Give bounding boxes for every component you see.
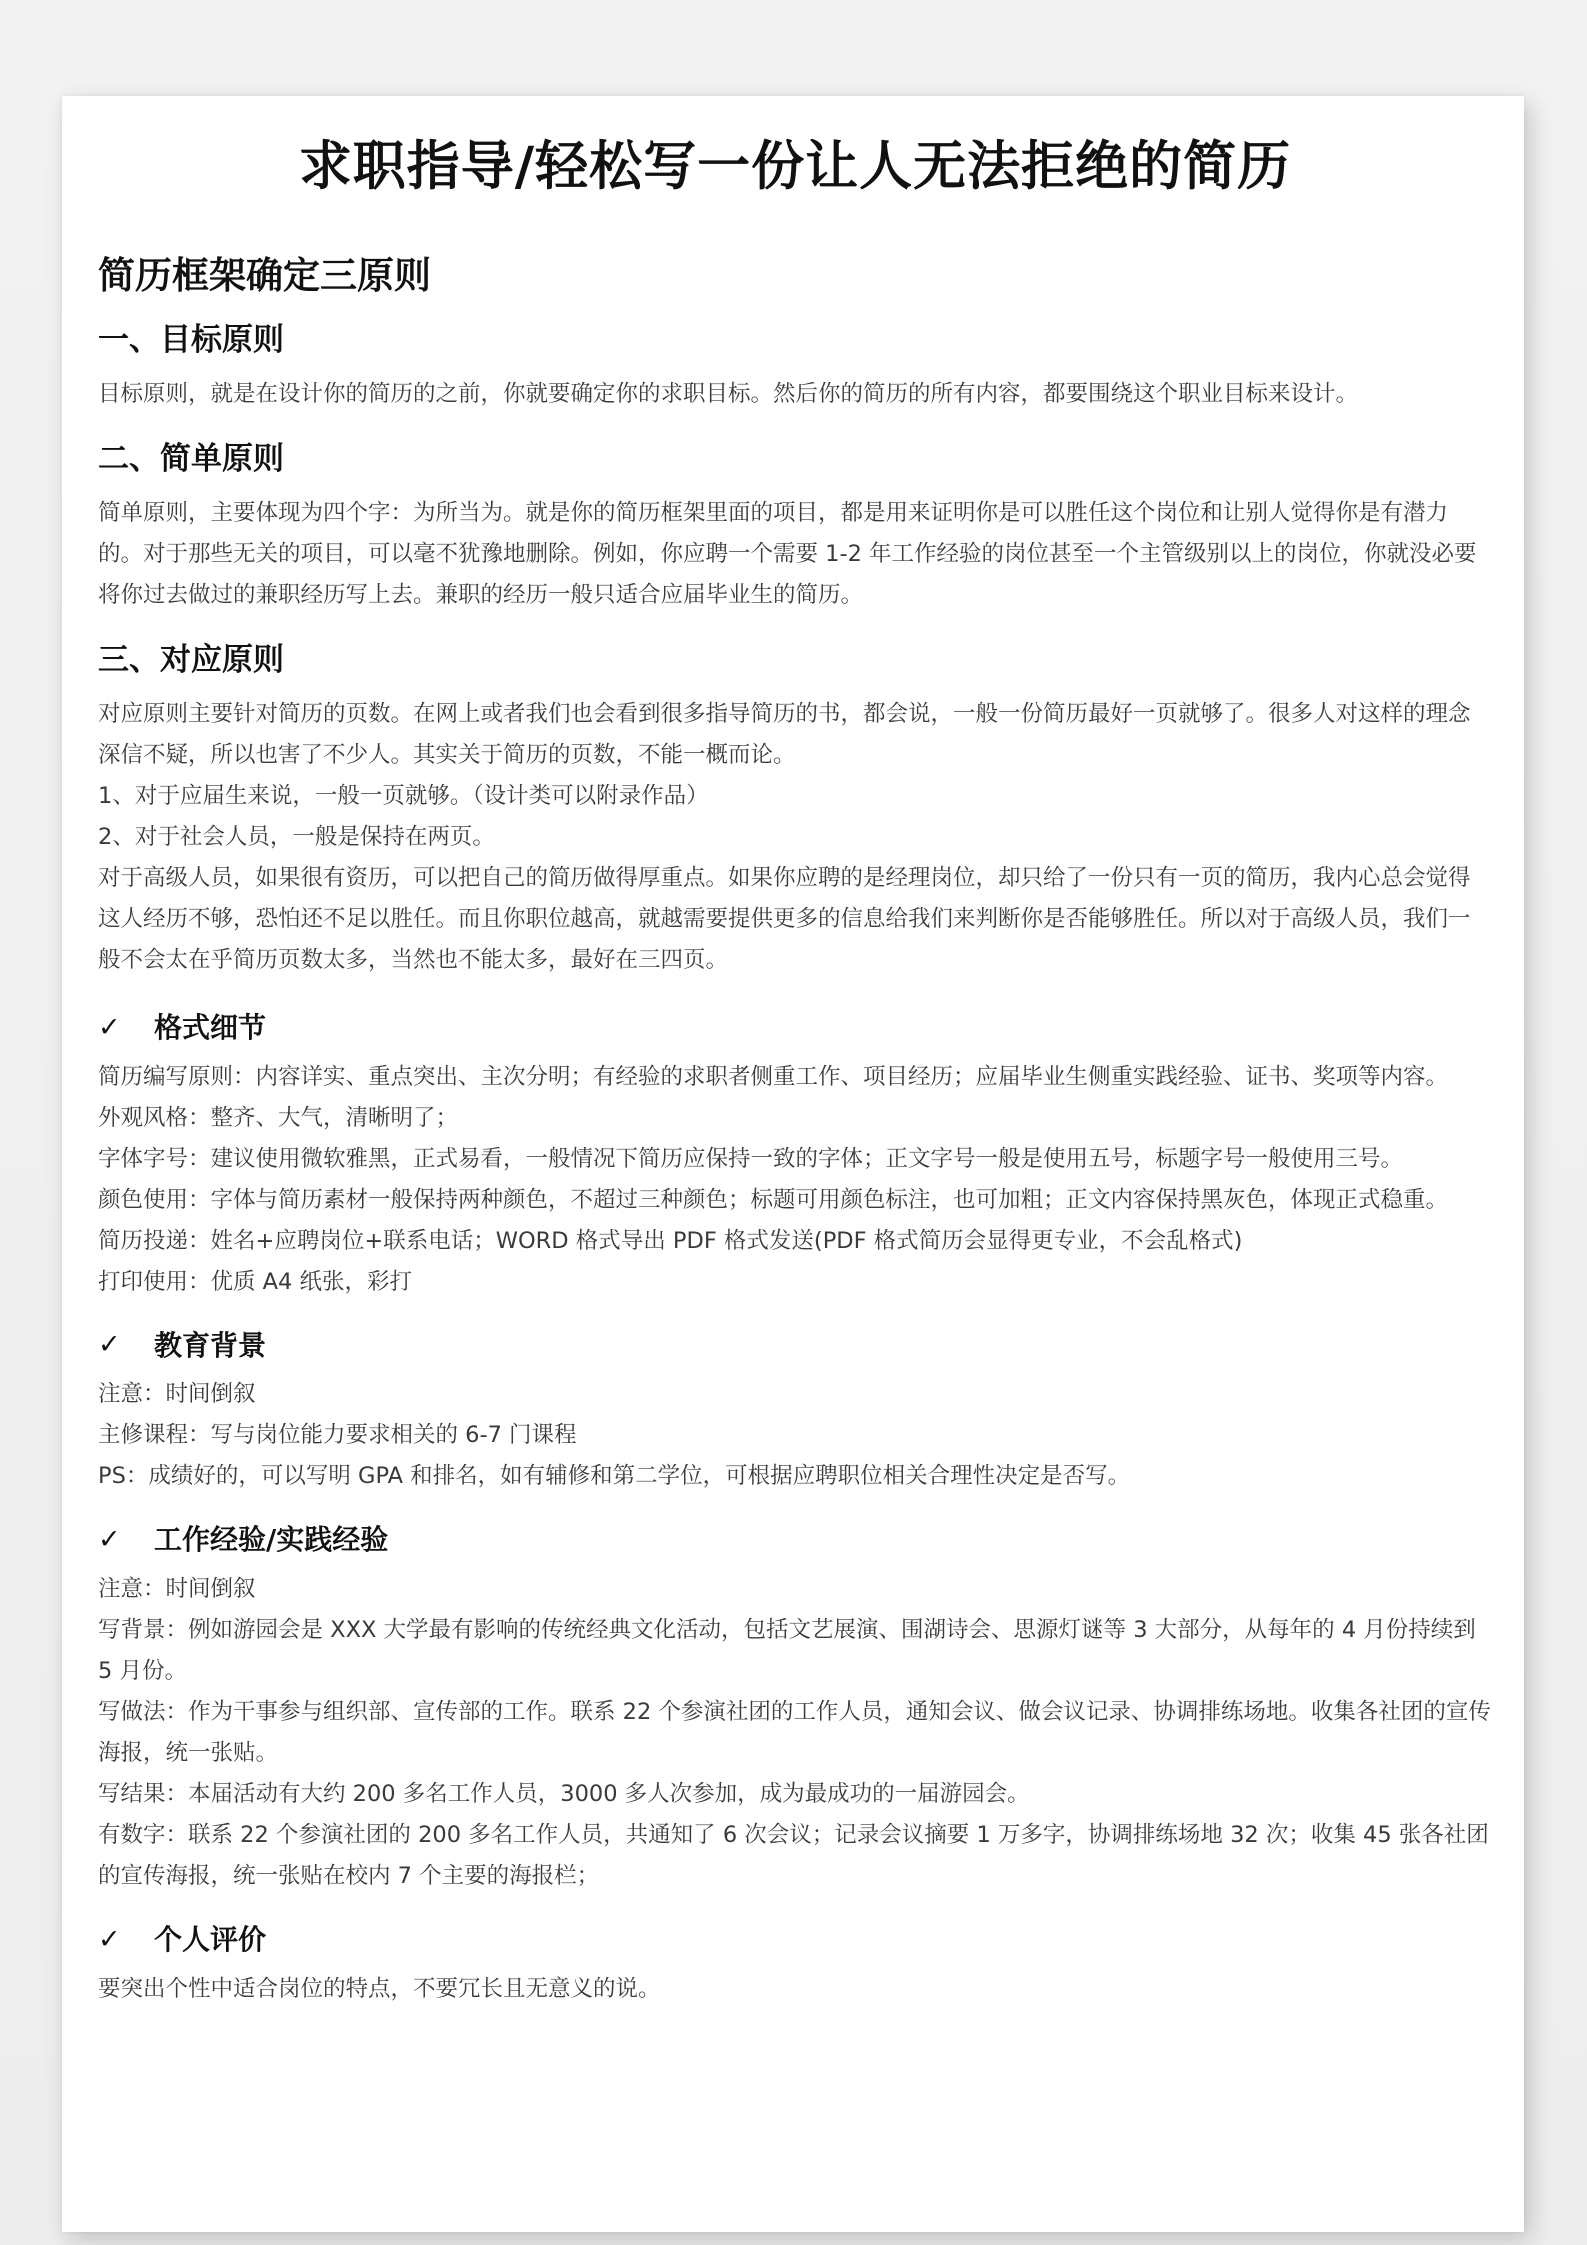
paragraph: 写做法：作为干事参与组织部、宣传部的工作。联系 22 个参演社团的工作人员，通知会议、做会议记录、协调排练场地。收集各社团的宣传海报，统一张贴。 [98, 1699, 1491, 1767]
paragraph: 简单原则，主要体现为四个字：为所当为。就是你的简历框架里面的项目，都是用来证明你是可以胜任这个岗位和让别人觉得你是有潜力的。对于那些无关的项目，可以毫不犹豫地删除。例如，你应聘一个需要 1-2 年工作经验的岗位甚至一个主管级别以上的岗位，你就没必要将你过去做过的兼职经历写上去。兼职的经历一般只适合应届毕业生的简历。 [98, 500, 1477, 609]
main-heading: 简历框架确定三原则 [98, 254, 431, 298]
document-page [62, 96, 1524, 2232]
principle-section-simple [98, 439, 1492, 616]
paragraph: 目标原则，就是在设计你的简历的之前，你就要确定你的求职目标。然后你的简历的所有内容，都要围绕这个职业目标来设计。 [98, 381, 1359, 408]
paragraph: 要突出个性中适合岗位的特点，不要冗长且无意义的说。 [98, 1976, 661, 2003]
document-title: 求职指导/轻松写一份让人无法拒绝的简历 [298, 136, 1292, 197]
paragraph: 打印使用：优质 A4 纸张，彩打 [98, 1268, 413, 1295]
paragraph: 外观风格：整齐、大气，清晰明了； [98, 1104, 459, 1131]
paragraph: 注意：时间倒叙 [98, 1576, 256, 1603]
checklist-heading [98, 1327, 1492, 1365]
checklist-section-education [98, 1327, 1492, 1498]
checkmark-icon: ✓ [98, 1011, 121, 1043]
paragraph: PS：成绩好的，可以写明 GPA 和排名，如有辅修和第二学位，可根据应聘职位相关合理性决定是否写。 [98, 1463, 1131, 1490]
principle-section-goal [98, 320, 1492, 415]
checklist-section-experience [98, 1521, 1492, 1897]
principle-heading: 二、简单原则 [98, 441, 284, 478]
paragraph: 对于高级人员，如果很有资历，可以把自己的简历做得厚重点。如果你应聘的是经理岗位，却只给了一份只有一页的简历，我内心总会觉得这人经历不够，恐怕还不足以胜任。而且你职位越高，就越需要提供更多的信息给我们来判断你是否能够胜任。所以对于高级人员，我们一般不会太在乎简历页数太多，当然也不能太多，最好在三四页。 [98, 864, 1471, 973]
checklist-heading-label: 教育背景 [154, 1328, 267, 1362]
paragraph: 简历投递：姓名+应聘岗位+联系电话；WORD 格式导出 PDF 格式发送(PDF 格式简历会显得更专业，不会乱格式) [98, 1227, 1243, 1254]
paragraph: 1、对于应届生来说，一般一页就够。（设计类可以附录作品） [98, 782, 709, 809]
checklist-heading [98, 1009, 1492, 1047]
paragraph: 颜色使用：字体与简历素材一般保持两种颜色，不超过三种颜色；标题可用颜色标注，也可加粗；正文内容保持黑灰色，体现正式稳重。 [98, 1186, 1449, 1213]
checkmark-icon: ✓ [98, 1329, 121, 1361]
paragraph: 注意：时间倒叙 [98, 1381, 256, 1408]
paragraph: 简历编写原则：内容详实、重点突出、主次分明；有经验的求职者侧重工作、项目经历；应届毕业生侧重实践经验、证书、奖项等内容。 [98, 1063, 1449, 1090]
checkmark-icon: ✓ [98, 1524, 121, 1556]
checklist-heading [98, 1921, 1492, 1959]
checklist-section-format [98, 1009, 1492, 1303]
checklist-heading-label: 工作经验/实践经验 [154, 1523, 389, 1557]
checklist-section-self-evaluation [98, 1921, 1492, 2010]
checklist-heading [98, 1521, 1492, 1559]
paragraph: 写背景：例如游园会是 XXX 大学最有影响的传统经典文化活动，包括文艺展演、围湖诗会、思源灯谜等 3 大部分，从每年的 4 月份持续到 5 月份。 [98, 1617, 1476, 1685]
paragraph: 字体字号：建议使用微软雅黑，正式易看，一般情况下简历应保持一致的字体；正文字号一般是使用五号，标题字号一般使用三号。 [98, 1145, 1404, 1172]
principle-heading: 一、目标原则 [98, 322, 284, 359]
paragraph: 写结果：本届活动有大约 200 多名工作人员，3000 多人次参加，成为最成功的一届游园会。 [98, 1781, 1030, 1808]
paragraph: 主修课程：写与岗位能力要求相关的 6-7 门课程 [98, 1422, 577, 1449]
principle-heading: 三、对应原则 [98, 642, 284, 679]
checkmark-icon: ✓ [98, 1923, 121, 1955]
paragraph: 有数字：联系 22 个参演社团的 200 多名工作人员，共通知了 6 次会议；记录会议摘要 1 万多字，协调排练场地 32 次；收集 45 张各社团的宣传海报，统一张贴在校内 7 个主要的海报栏； [98, 1822, 1489, 1890]
paragraph: 2、对于社会人员，一般是保持在两页。 [98, 823, 495, 850]
principle-section-correspond [98, 640, 1492, 981]
checklist-heading-label: 格式细节 [154, 1010, 267, 1044]
paragraph: 对应原则主要针对简历的页数。在网上或者我们也会看到很多指导简历的书，都会说，一般一份简历最好一页就够了。很多人对这样的理念深信不疑，所以也害了不少人。其实关于简历的页数，不能一概而论。 [98, 700, 1471, 768]
checklist-heading-label: 个人评价 [154, 1923, 267, 1957]
